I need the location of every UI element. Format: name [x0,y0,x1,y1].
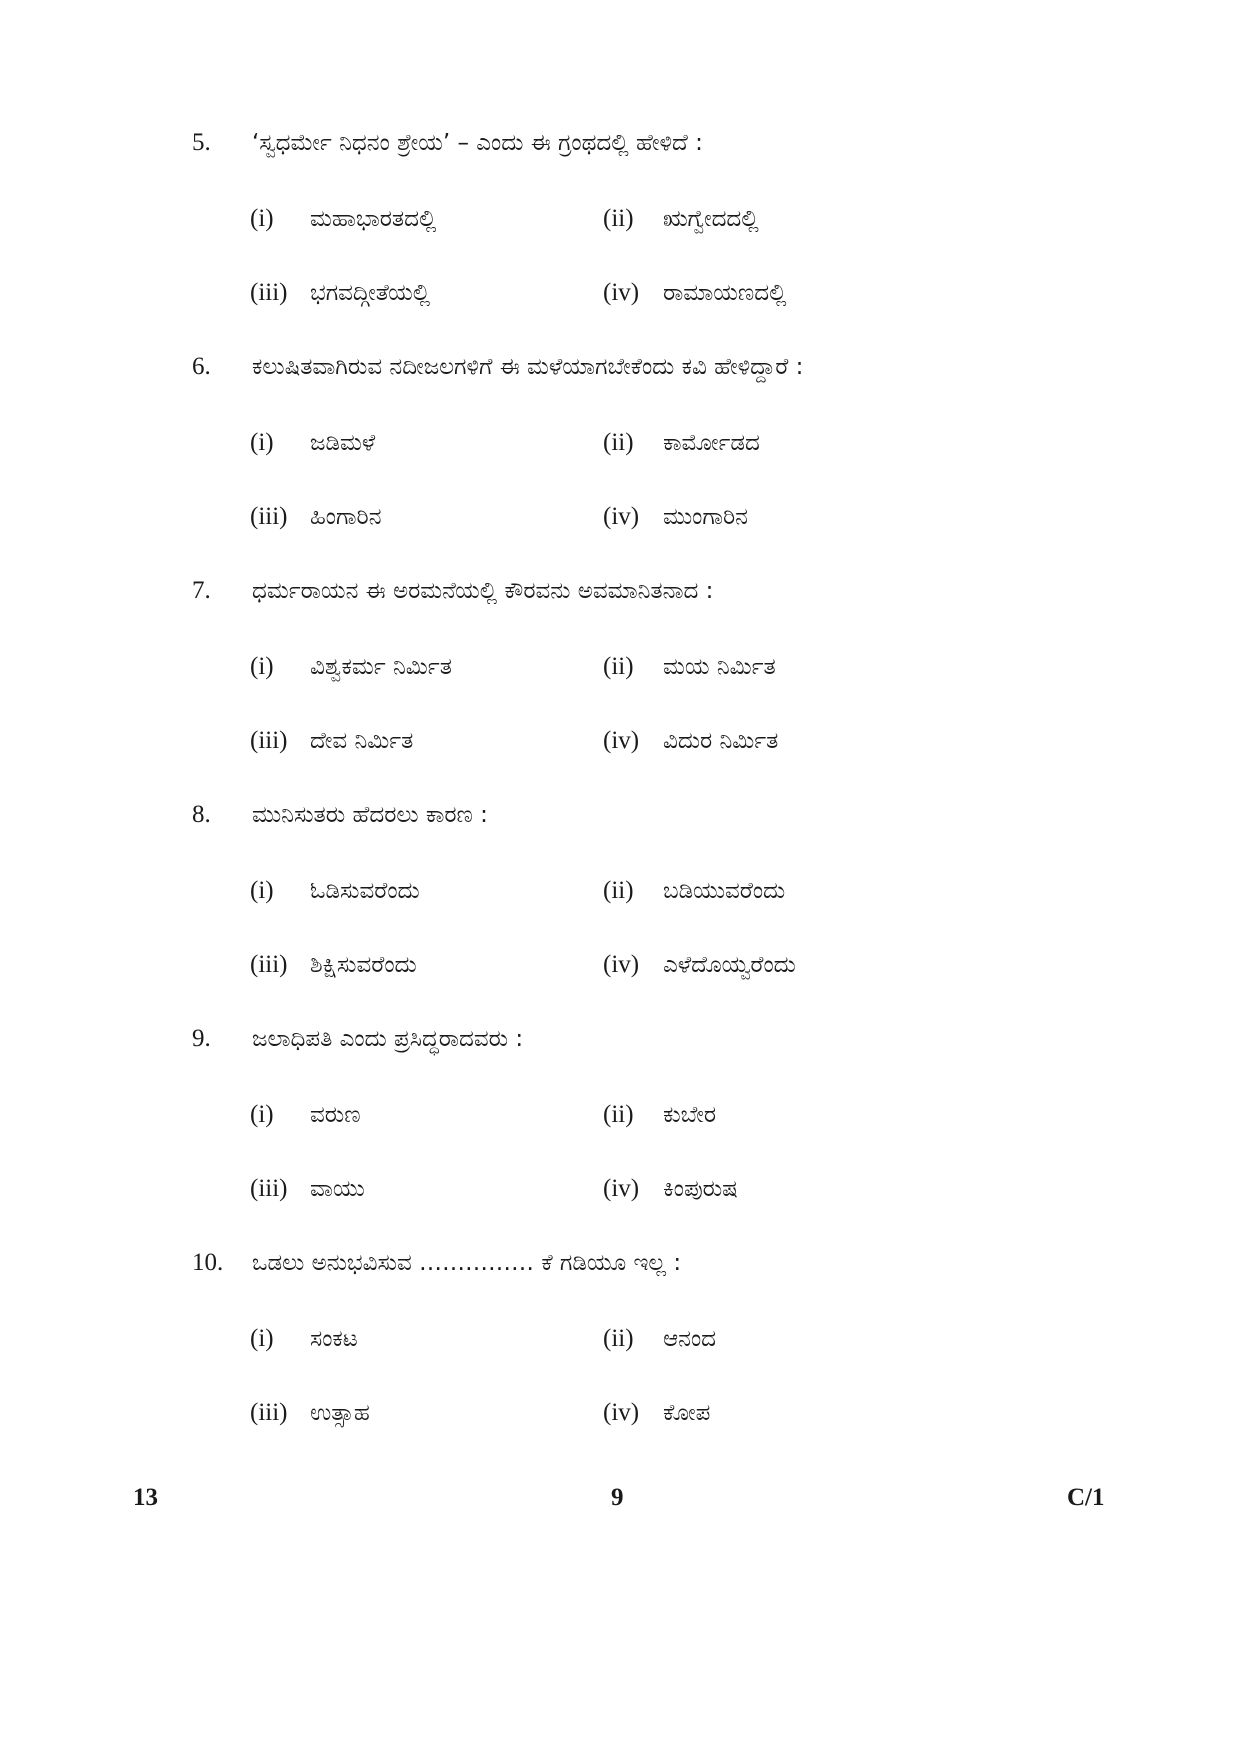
question-number: 6. [192,353,211,380]
option-label: (ii) [603,429,634,456]
option-label: (iv) [603,1175,640,1202]
option-text: ಭಗವದ್ಗೀತೆಯಲ್ಲಿ [310,280,431,306]
option-text: ಶಿಕ್ಷಿಸುವರೆಂದು [310,952,417,978]
footer-left-code: 13 [133,1484,158,1511]
option-label: (i) [250,1325,274,1352]
option-label: (i) [250,877,274,904]
option-text: ಸಂಕಟ [310,1326,358,1352]
question-text: ಧರ್ಮರಾಯನ ಈ ಅರಮನೆಯಲ್ಲಿ ಕೌರವನು ಅವಮಾನಿತನಾದ : [252,578,714,604]
question-text: ‘ಸ್ವಧರ್ಮೇ ನಿಧನಂ ಶ್ರೇಯ’ – ಎಂದು ಈ ಗ್ರಂಥದಲ್ಲಿ ಹೇಳಿದೆ : [252,130,703,156]
option-label: (iii) [250,1175,288,1202]
option-text: ಕುಬೇರ [663,1102,717,1128]
option-label: (i) [250,1101,274,1128]
option-label: (iii) [250,503,288,530]
option-label: (iv) [603,951,640,978]
option-label: (i) [250,429,274,456]
option-label: (ii) [603,1325,634,1352]
option-text: ಕೋಪ [663,1400,711,1426]
option-text: ಹಿಂಗಾರಿನ [310,504,382,530]
option-label: (iv) [603,1399,640,1426]
option-text: ವರುಣ [310,1102,361,1128]
question-text: ಮುನಿಸುತರು ಹೆದರಲು ಕಾರಣ : [252,802,488,828]
option-label: (i) [250,653,274,680]
footer-right-code: C/1 [1067,1484,1105,1511]
question-number: 9. [192,1025,211,1052]
option-label: (ii) [603,1101,634,1128]
option-label: (iii) [250,279,288,306]
option-label: (iii) [250,951,288,978]
option-text: ಕಿಂಪುರುಷ [663,1176,738,1202]
question-number: 10. [192,1249,224,1276]
option-label: (iii) [250,727,288,754]
option-text: ವಿಶ್ವಕರ್ಮ ನಿರ್ಮಿತ [310,654,452,680]
page-number: 9 [611,1484,624,1511]
question-text: ಒಡಲು ಅನುಭವಿಸುವ …………… ಕೆ ಗಡಿಯೂ ಇಲ್ಲ : [252,1250,682,1276]
option-text: ಬಡಿಯುವರೆಂದು [663,878,786,904]
option-text: ಎಳೆದೊಯ್ವರೆಂದು [663,952,796,978]
option-text: ಉತ್ಸಾಹ [310,1400,370,1426]
option-text: ಓಡಿಸುವರೆಂದು [310,878,420,904]
option-text: ಆನಂದ [663,1326,717,1352]
option-text: ಮಹಾಭಾರತದಲ್ಲಿ [310,206,437,232]
option-text: ವಿದುರ ನಿರ್ಮಿತ [663,728,779,754]
option-text: ಜಡಿಮಳೆ [310,430,376,456]
option-text: ಕಾರ್ಮೋಡದ [663,430,760,456]
option-label: (ii) [603,205,634,232]
option-text: ದೇವ ನಿರ್ಮಿತ [310,728,414,754]
question-number: 7. [192,577,211,604]
option-text: ಮುಂಗಾರಿನ [663,504,748,530]
option-label: (iv) [603,503,640,530]
option-label: (ii) [603,877,634,904]
question-text: ಜಲಾಧಿಪತಿ ಎಂದು ಪ್ರಸಿದ್ಧರಾದವರು : [252,1026,524,1052]
option-label: (iv) [603,727,640,754]
question-text: ಕಲುಷಿತವಾಗಿರುವ ನದೀಜಲಗಳಿಗೆ ಈ ಮಳೆಯಾಗಬೇಕೆಂದು ಕವಿ ಹೇಳಿದ್ದಾರೆ : [252,354,804,380]
option-text: ರಾಮಾಯಣದಲ್ಲಿ [663,280,787,306]
option-label: (iii) [250,1399,288,1426]
option-label: (ii) [603,653,634,680]
option-text: ವಾಯು [310,1176,365,1202]
option-label: (iv) [603,279,640,306]
option-label: (i) [250,205,274,232]
option-text: ಮಯ ನಿರ್ಮಿತ [663,654,776,680]
question-number: 8. [192,801,211,828]
question-number: 5. [192,129,211,156]
option-text: ಋಗ್ವೇದದಲ್ಲಿ [663,206,759,232]
